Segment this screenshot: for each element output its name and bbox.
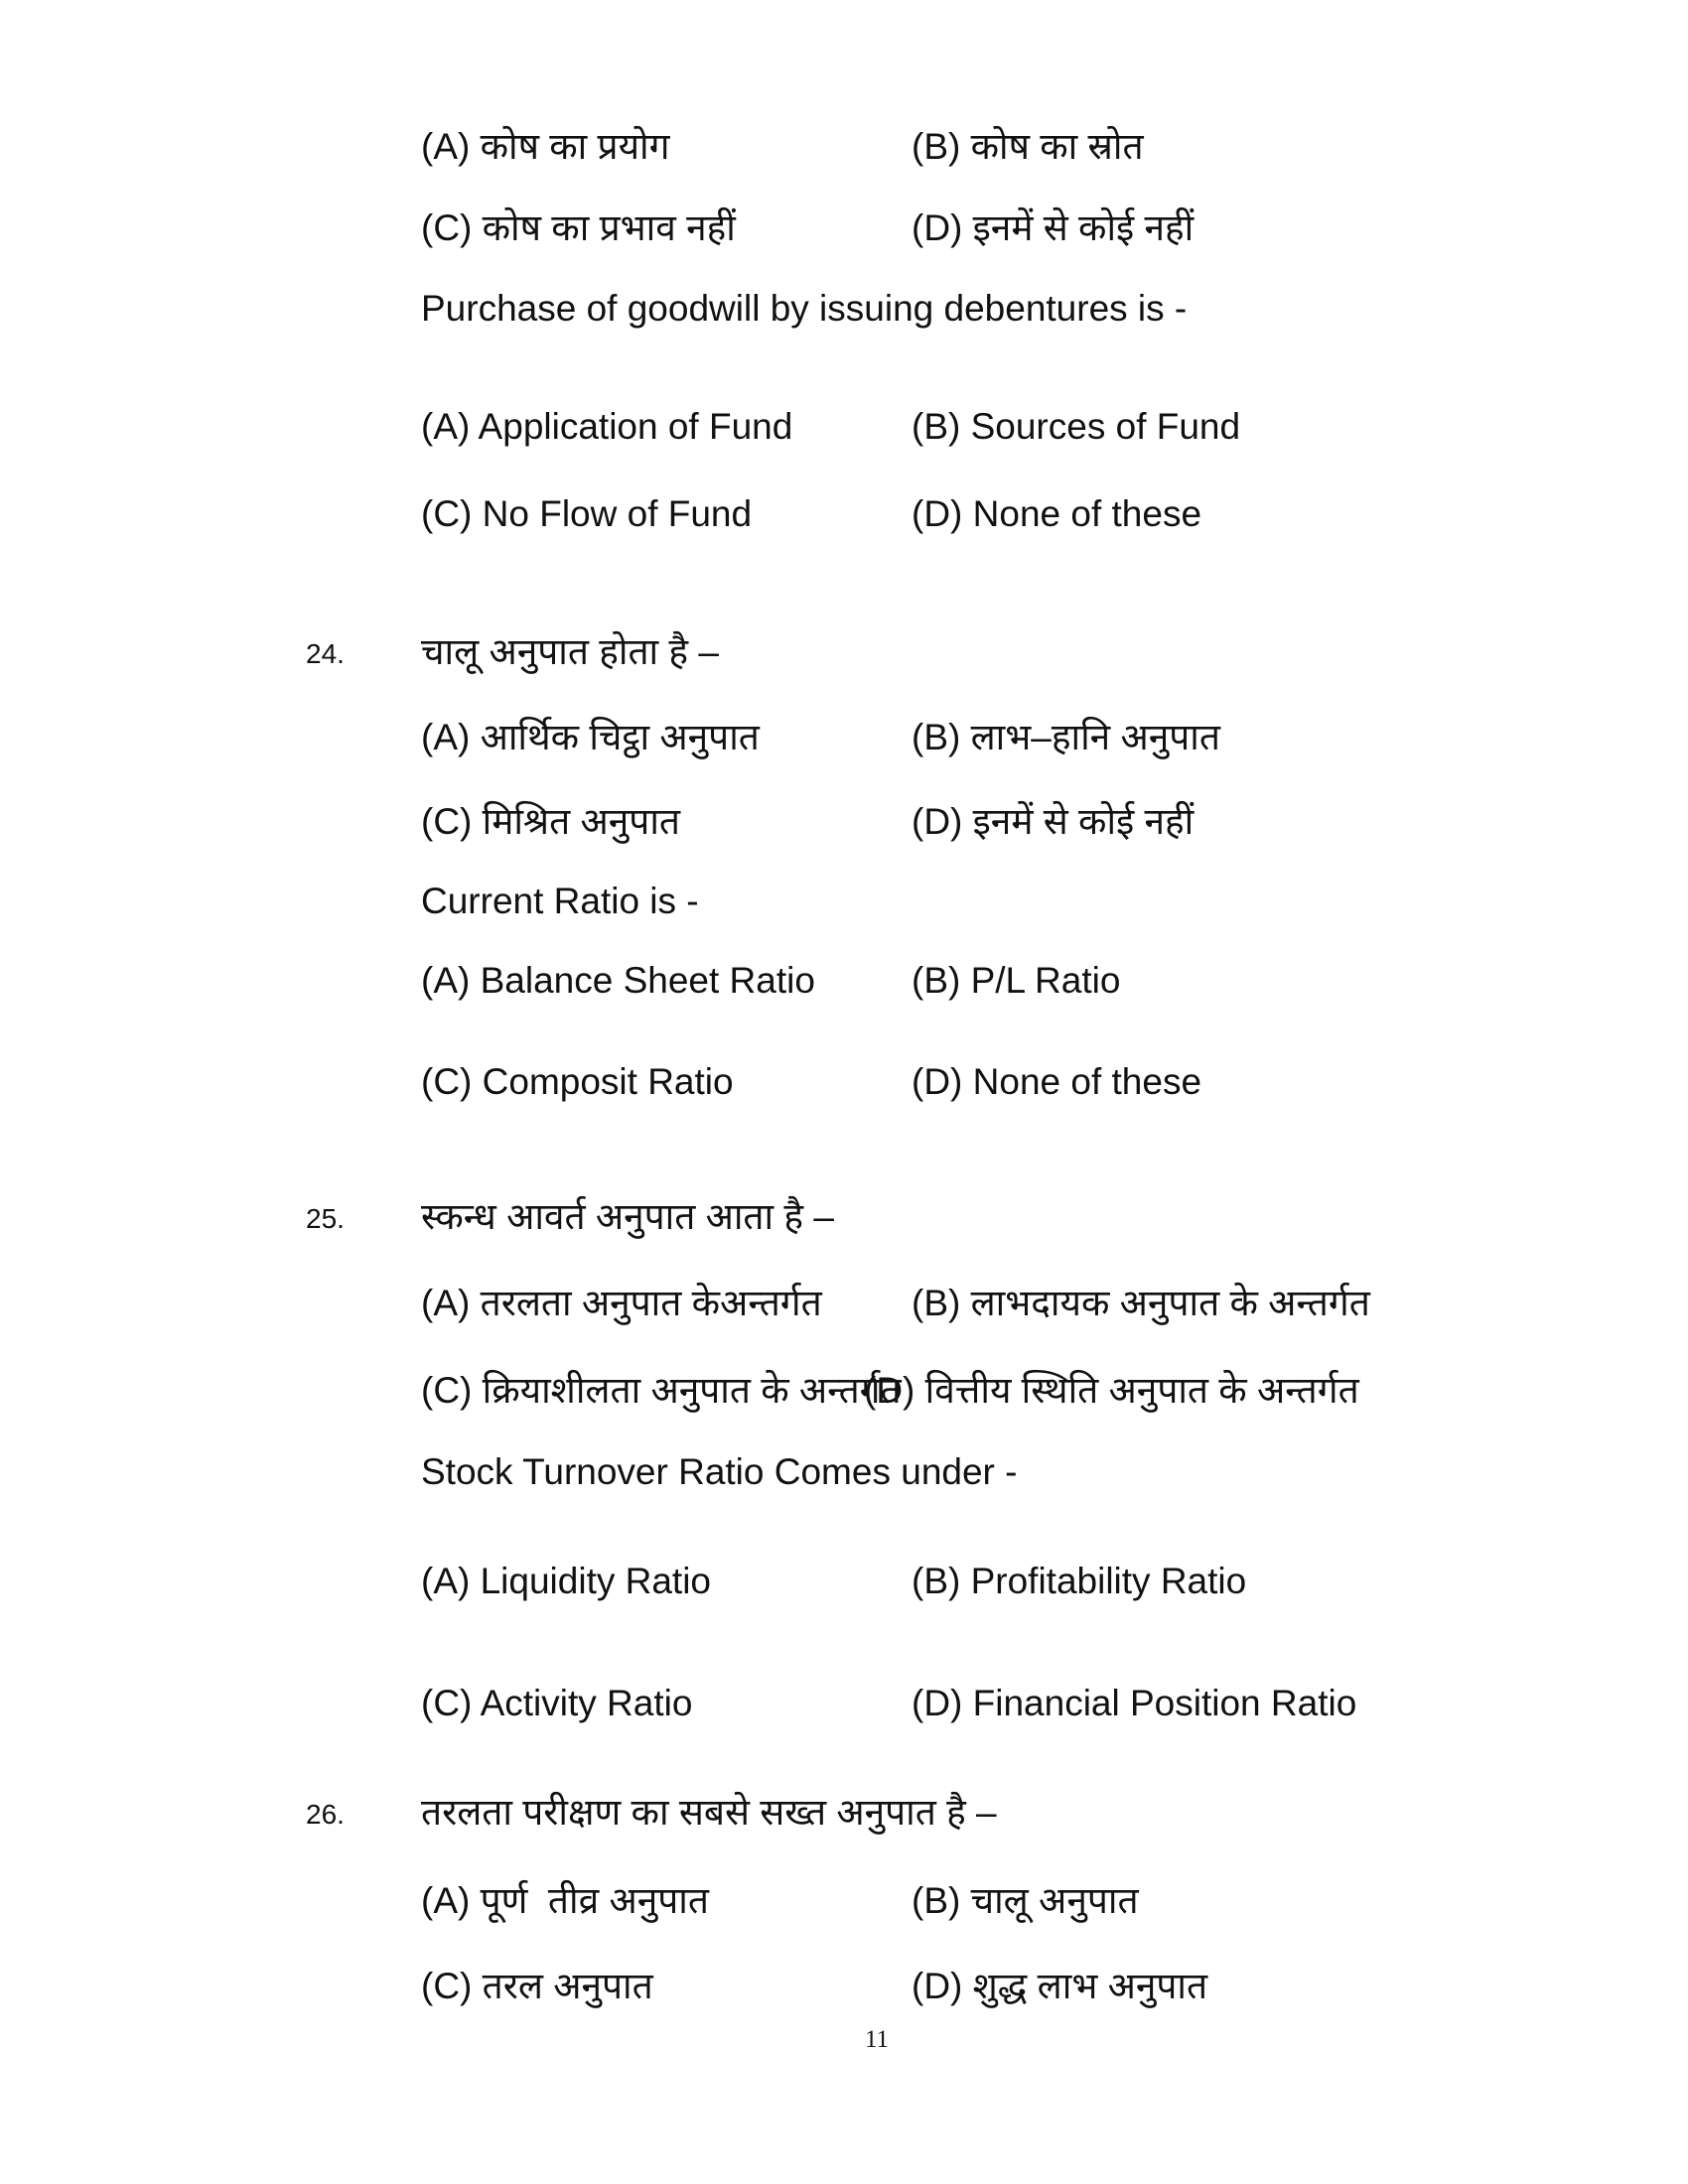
option-d-hindi: (D) इनमें से कोई नहीं [912, 207, 1195, 248]
option-a-english: (A) Balance Sheet Ratio [421, 960, 815, 1001]
option-c-english: (C) Composit Ratio [421, 1061, 734, 1102]
question-text-english: Current Ratio is - [421, 881, 699, 921]
page-number: 11 [864, 2026, 890, 2053]
question-number: 24. [306, 638, 345, 669]
question-text-english: Stock Turnover Ratio Comes under - [421, 1451, 1018, 1492]
option-d-english: (D) None of these [912, 1061, 1202, 1102]
option-b-english: (B) Sources of Fund [912, 406, 1241, 447]
option-d-hindi: (D) इनमें से कोई नहीं [912, 801, 1195, 842]
option-c-hindi: (C) कोष का प्रभाव नहीं [421, 207, 736, 248]
question-text-hindi: स्कन्ध आवर्त अनुपात आता है – [421, 1196, 834, 1237]
option-b-hindi: (B) लाभदायक अनुपात के अन्तर्गत [912, 1283, 1370, 1323]
question-number: 26. [306, 1799, 345, 1830]
option-a-english: (A) Liquidity Ratio [421, 1561, 712, 1601]
question-number: 25. [306, 1203, 345, 1234]
option-a-hindi: (A) कोष का प्रयोग [421, 126, 670, 167]
option-a-english: (A) Application of Fund [421, 406, 793, 447]
option-a-hindi: (A) आर्थिक चिट्ठा अनुपात [421, 717, 760, 757]
option-a-hindi: (A) पूर्ण तीव्र अनुपात [421, 1880, 709, 1921]
option-b-hindi: (B) चालू अनुपात [912, 1880, 1139, 1921]
option-c-english: (C) No Flow of Fund [421, 493, 753, 534]
option-d-hindi: (D) शुद्ध लाभ अनुपात [912, 1966, 1208, 2006]
option-c-hindi: (C) तरल अनुपात [421, 1966, 653, 2006]
option-a-hindi: (A) तरलता अनुपात केअन्तर्गत [421, 1283, 822, 1323]
option-c-english: (C) Activity Ratio [421, 1683, 693, 1723]
question-text-hindi: चालू अनुपात होता है – [421, 631, 719, 672]
option-c-hindi: (C) क्रियाशीलता अनुपात के अन्तर्गत [421, 1370, 902, 1411]
option-d-english: (D) None of these [912, 493, 1202, 534]
option-d-english: (D) Financial Position Ratio [912, 1683, 1357, 1723]
option-b-hindi: (B) कोष का स्रोत [912, 126, 1144, 167]
option-d-hindi: (D) वित्तीय स्थिति अनुपात के अन्तर्गत [864, 1370, 1359, 1411]
question-text-hindi: तरलता परीक्षण का सबसे सख्त अनुपात है – [421, 1792, 997, 1833]
option-b-english: (B) P/L Ratio [912, 960, 1121, 1001]
option-c-hindi: (C) मिश्रित अनुपात [421, 801, 680, 842]
option-b-hindi: (B) लाभ–हानि अनुपात [912, 717, 1220, 757]
question-text-english: Purchase of goodwill by issuing debentures is - [421, 288, 1188, 329]
option-b-english: (B) Profitability Ratio [912, 1561, 1247, 1601]
